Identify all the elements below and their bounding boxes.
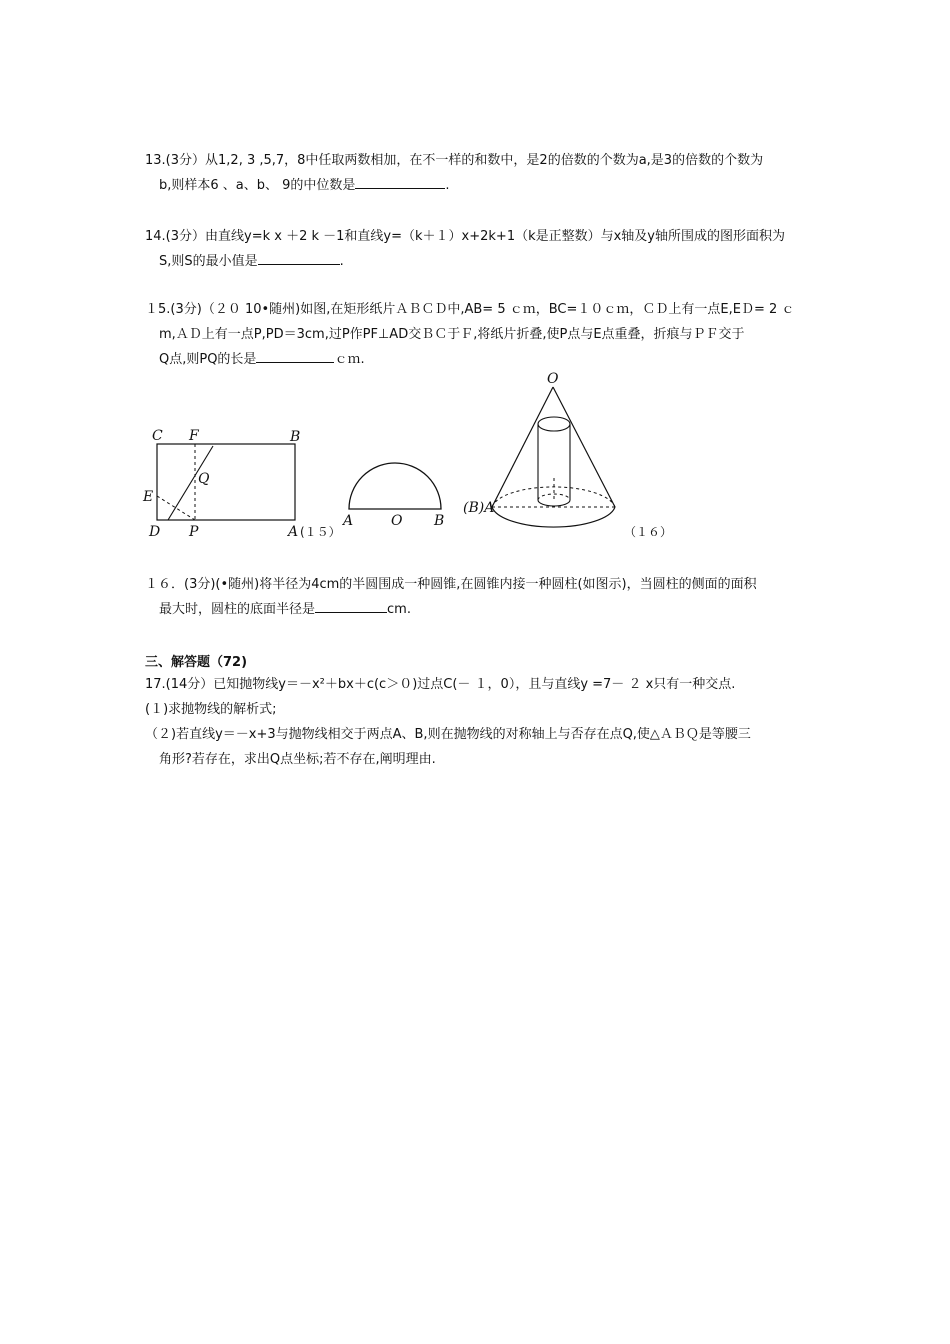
question-15 (145, 297, 810, 372)
question-16 (145, 572, 810, 622)
q13-line2: b,则样本6 、a、b、 9的中位数是 (159, 178, 356, 193)
question-14 (145, 224, 810, 274)
q17-line1: 17.(14分）已知抛物线y＝－x²＋bx＋c(c＞０)过点C(－ １，0），且与直线y =7－ ２ x只有一种交点. (145, 677, 736, 692)
semi-label-O: O (391, 513, 403, 529)
figure-15-caption: (１５） (300, 525, 341, 539)
figure-16-semicircle (341, 463, 444, 529)
q15-line3: Q点,则PQ的长是 (159, 352, 257, 367)
q13-answer-blank[interactable] (355, 174, 445, 189)
q15-end: ｃｍ. (334, 352, 365, 367)
cone-label-BA: (B)A (463, 500, 495, 516)
semi-label-A: A (343, 513, 354, 529)
q17-part2-line2: 角形?若存在，求出Q点坐标;若不存在,阐明理由. (159, 752, 436, 767)
semi-label-B: B (434, 513, 445, 529)
q13-end: . (445, 178, 450, 193)
q16-answer-blank[interactable] (315, 598, 387, 613)
q14-line2: S,则S的最小值是 (159, 254, 258, 269)
q14-end: . (339, 254, 344, 269)
q15-answer-blank[interactable] (256, 348, 334, 363)
q17-part2-line1: （２)若直线y＝－x+3与抛物线相交于两点A、B,则在抛物线的对称轴上与否存在点Q,使△ＡＢＱ是等腰三 (145, 727, 751, 742)
label-E: E (143, 489, 154, 505)
question-17 (145, 672, 810, 772)
label-C: C (152, 428, 163, 444)
q14-answer-blank[interactable] (258, 250, 340, 265)
figure-15-rectangle (142, 428, 341, 540)
q13-line1: 13.(3分）从1,2, 3 ,5,7，8中任取两数相加，在不一样的和数中，是2的倍数的个数为a,是3的倍数的个数为 (145, 153, 764, 168)
label-D: D (149, 524, 161, 540)
label-A: A (288, 524, 299, 540)
section-3-title: 三、解答题（72) (145, 655, 248, 670)
q14-line1: 14.(3分）由直线y=k x ＋2 k －1和直线y=（k＋１）x+2k+1（k是正整数）与x轴及y轴所围成的图形面积为 (145, 229, 786, 244)
figure-16-caption: （１６） (624, 525, 673, 539)
label-Q: Q (198, 471, 210, 487)
q17-part1: (１)求抛物线的解析式; (145, 702, 277, 717)
q16-line2: 最大时，圆柱的底面半径是 (159, 602, 316, 617)
q16-end: cm. (387, 602, 411, 617)
label-P: P (189, 524, 199, 540)
question-13 (145, 148, 810, 198)
q15-line1: １5.(3分)（２０ 10•随州)如图,在矩形纸片ＡＢＣＤ中,AB= 5 ｃｍ，BC=１０ｃｍ，ＣＤ上有一点E,EＤ= 2 ｃ (145, 302, 795, 317)
figure-16-cone (463, 371, 672, 539)
label-F: F (189, 428, 199, 444)
cone-label-O: O (547, 371, 559, 387)
q15-line2: m,ＡＤ上有一点P,PD＝3cm,过P作PF⊥AD交ＢＣ于Ｆ,将纸片折叠,使P点与E点重叠，折痕与ＰＦ交于 (159, 327, 745, 342)
q16-line1: １６．(3分)(•随州)将半径为4cm的半圆围成一种圆锥,在圆锥内接一种圆柱(如图示)，当圆柱的侧面的面积 (145, 577, 757, 592)
figures (0, 365, 950, 550)
label-B: B (290, 429, 301, 445)
